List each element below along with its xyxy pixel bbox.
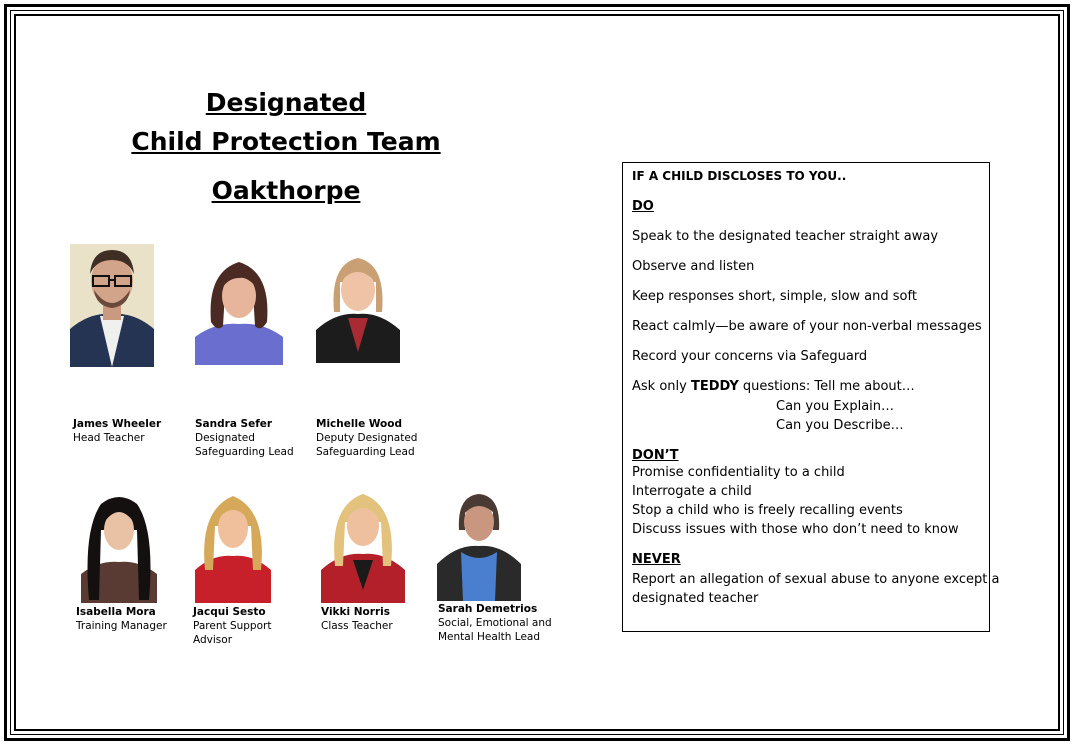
person-role: Class Teacher [321, 620, 393, 632]
teddy-describe: Can you Describe… [776, 418, 904, 433]
person-role: Social, Emotional and [438, 617, 552, 629]
dont-item: Interrogate a child [632, 484, 752, 499]
person-name: Sarah Demetrios [438, 603, 538, 615]
photo-sandra-sefer [195, 252, 283, 365]
person-card-isabella-mora [76, 605, 167, 633]
teddy-explain: Can you Explain… [776, 399, 895, 414]
photo-isabella-mora [81, 490, 157, 603]
title-line-1: Designated [205, 88, 367, 117]
do-heading: DO [632, 199, 654, 214]
person-name: Isabella Mora [76, 606, 156, 618]
dont-heading: DON’T [632, 448, 679, 463]
person-card-sarah-demetrios [438, 602, 552, 644]
photo-jacqui-sesto [195, 490, 271, 603]
person-role-line-2: Safeguarding Lead [195, 446, 294, 458]
person-name: James Wheeler [73, 418, 162, 430]
do-item: Speak to the designated teacher straight away [632, 229, 939, 244]
photo-james-wheeler [70, 244, 154, 367]
person-role-line-2: Mental Health Lead [438, 631, 541, 643]
person-card-vikki-norris [321, 605, 393, 633]
dont-item: Discuss issues with those who don’t need to know [632, 522, 959, 537]
person-role: Deputy Designated [316, 432, 418, 444]
person-role: Head Teacher [73, 432, 145, 444]
dont-item: Promise confidentiality to a child [632, 465, 845, 480]
teddy-suffix: questions: Tell me about… [738, 379, 915, 394]
teddy-line [632, 379, 915, 394]
photo-michelle-wood [316, 252, 400, 363]
do-item: Record your concerns via Safeguard [632, 349, 868, 364]
person-role-line-2: Advisor [193, 634, 233, 646]
person-role: Parent Support [193, 620, 272, 632]
disclosure-heading: IF A CHILD DISCLOSES TO YOU.. [632, 169, 847, 183]
title-line-2: Child Protection Team [131, 127, 441, 156]
person-card-jacqui-sesto [193, 605, 271, 647]
never-text-line-2: designated teacher [632, 591, 759, 606]
person-name: Vikki Norris [321, 606, 390, 618]
person-card-michelle-wood [316, 417, 417, 459]
photo-vikki-norris [321, 490, 405, 603]
do-item: React calmly—be aware of your non-verbal messages [632, 319, 982, 334]
person-name: Sandra Sefer [195, 418, 273, 430]
never-text-line-1: Report an allegation of sexual abuse to anyone except a [632, 572, 1000, 587]
dont-item: Stop a child who is freely recalling events [632, 503, 903, 518]
teddy-word: TEDDY [690, 379, 739, 394]
person-card-james-wheeler [73, 417, 161, 445]
never-heading: NEVER [632, 552, 681, 567]
do-item: Keep responses short, simple, slow and soft [632, 289, 917, 304]
teddy-prefix: Ask only [632, 379, 691, 394]
do-item: Observe and listen [632, 259, 755, 274]
school-name: Oakthorpe [211, 176, 361, 205]
person-role-line-2: Safeguarding Lead [316, 446, 415, 458]
photo-sarah-demetrios [437, 490, 521, 601]
person-name: Michelle Wood [316, 418, 402, 430]
person-role: Training Manager [76, 620, 167, 632]
person-card-sandra-sefer [195, 417, 294, 459]
person-role: Designated [195, 432, 255, 444]
person-name: Jacqui Sesto [193, 606, 266, 618]
disclosure-guidance-box [622, 162, 1000, 632]
